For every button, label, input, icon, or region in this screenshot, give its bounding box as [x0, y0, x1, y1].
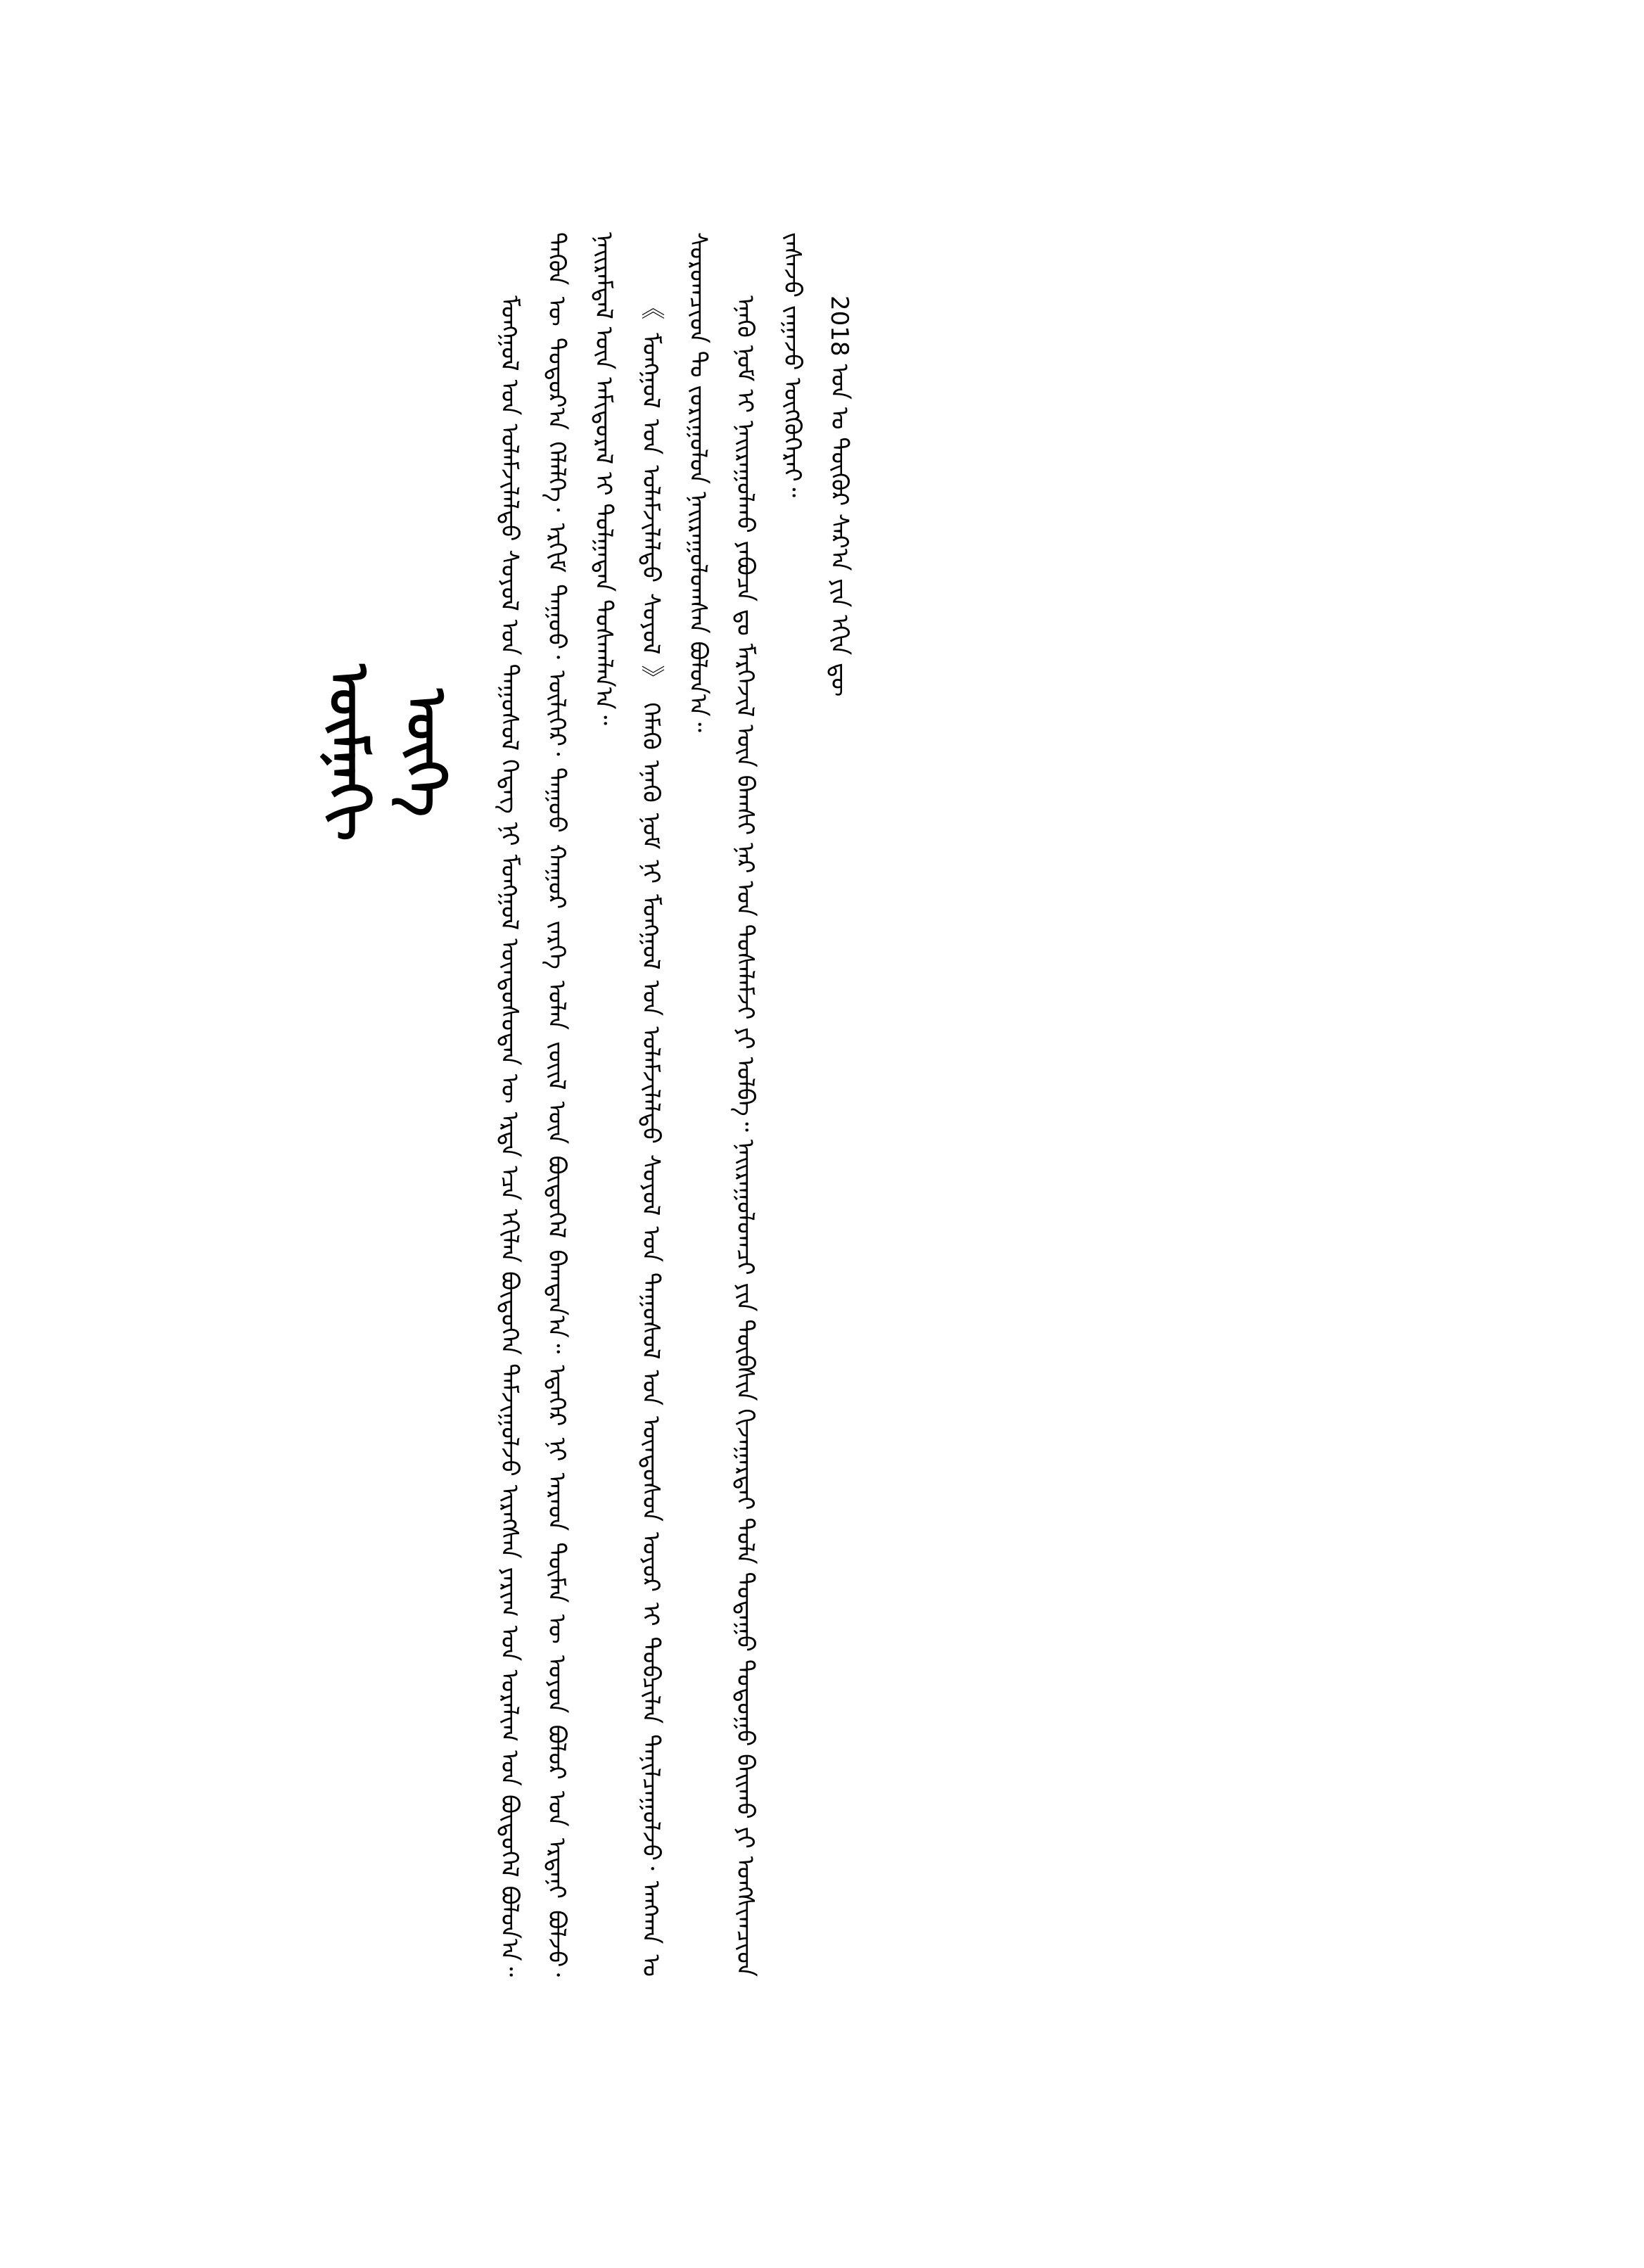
paragraph-2: 《 ᠮᠣᠩᠭᠣᠯ ᠤᠨ ᠤᠯᠠᠮᠵᠢᠯᠠᠯᠲᠤ ᠰᠣᠶᠣᠯ 》 ᠬᠡᠮᠡᠬᠦ ᠡᠨᠡᠬᠦ ᠨᠣᠮ ᠨᠢ ᠮᠣᠩᠭᠣᠯ ᠤᠨ ᠤᠯᠠᠮᠵᠢᠯᠠᠯᠲᠤ ᠰᠣᠶᠣᠯ ᠤᠨ ᠲᠠᠭᠤᠰᠤᠯ ᠤᠨ ᠦᠨᠳᠦᠰᠦᠨ ᠤᠶᠤᠷ ᠢ ᠲᠣᠪᠴᠢᠯᠠᠨ ᠲᠠᠨᠢᠯᠴᠠᠭᠤᠯᠵᠤ᠂ ᠠᠩᠬᠠᠨ ᠤ ᠰᠤᠷᠤᠭᠴᠢᠳ ᠲᠤ ᠵᠣᠷᠢᠭᠤᠯᠤᠨ ᠨᠠᠢᠷᠠᠭᠤᠯᠤᠭᠰᠠᠨ ᠪᠣᠯᠤᠨ᠎ᠠ᠃: [637, 232, 712, 1977]
paragraph-4: 2018 ᠣᠨ ᠤ ᠳᠦᠭᠦᠷ ᠰᠠᠷ᠎ᠠ ᠶᠢᠨ ᠡᠬᠢᠨ ᠳᠦ: [825, 295, 853, 697]
paragraph-1: ᠮᠣᠩᠭᠣᠯ ᠤᠨ ᠤᠯᠠᠮᠵᠢᠯᠠᠯᠲᠤ ᠰᠣᠶᠣᠯ ᠤᠨ ᠲᠠᠭᠤᠰᠤᠯ ᠭᠡᠳᠡᠭ ᠨᠢ ᠮᠣᠩᠭᠣᠯ ᠦᠨᠳᠦᠰᠦᠲᠡᠨ ᠦ ᠡᠷᠲᠡ ᠡᠴᠡ ᠡᠬᠢᠯᠡᠨ ᠪᠦᠲᠦᠭᠡᠨ ᠳᠠᠮᠵᠢᠭᠤᠯᠵᠤ ᠢᠷᠡᠭᠰᠡᠨ ᠶᠠᠷᠢᠭ ᠤᠨ ᠤᠷᠠᠯᠢᠭ ᠤᠨ ᠪᠦᠲᠦᠭᠡᠯ ᠪᠣᠯᠤᠨ᠎ᠠ᠃ ᠲᠡᠭᠦᠨ ᠦ ᠳᠣᠲᠣᠷ᠎ᠠ ᠬᠡᠯᠡᠯᠭᠡ᠂ ᠡᠷᠬᠢᠮ ᠳᠠᠭᠤᠤ᠂ ᠦᠯᠢᠭᠡᠷ᠂ ᠳᠠᠭᠤᠤ ᠬᠠᠭᠤᠷ ᠵᠡᠷᠭᠡ ᠣᠯᠠᠨ ᠵᠦᠢᠯ ᠦᠨ ᠪᠦᠲᠦᠭᠡᠯ ᠪᠠᠭᠲᠠᠨ᠎ᠠ᠃ ᠡᠳᠡᠭᠡᠷ ᠨᠢ ᠠᠷᠠᠳ ᠲᠦᠮᠡᠨ ᠦ ᠤᠶᠤᠨ ᠪᠣᠯᠤᠷ ᠤᠨ ᠡᠷᠳᠡᠨᠢ ᠪᠣᠯᠵᠤ᠂ ᠨᠠᠢᠷᠠᠮᠳᠠᠯ ᠦᠨ ᠠᠮᠢᠳᠤᠷᠠᠯ ᠢ ᠲᠤᠯᠭᠠᠳᠠᠨ ᠲᠤᠰᠬᠠᠯᠠᠨ᠎ᠠ᠃: [495, 232, 618, 1977]
body-text: [485, 232, 1428, 1977]
page-title: ᠦᠮᠨᠡᠬᠢ ᠦᠭᠡ: [317, 664, 457, 841]
paragraph-3: ᠡᠨᠡᠬᠦ ᠨᠣᠮ ᠢ ᠨᠠᠢᠷᠠᠭᠤᠯᠬᠤ ᠶᠠᠪᠤᠴᠠ ᠳᠤ ᠮᠡᠷᠭᠡᠵᠢᠯ ᠦᠨ ᠪᠠᠭᠰᠢ ᠨᠠᠷ ᠤᠨ ᠲᠤᠰᠠᠯᠠᠮᠵᠢ ᠶᠢ ᠣᠯᠪᠠ᠃ ᠨᠠᠢᠷᠠᠭᠤᠯᠤᠭᠴᠢ ᠶᠢᠨ ᠲᠦᠪᠰᠢᠨ ᠬᠢᠵᠠᠭᠠᠷᠲᠠᠢ ᠲᠤᠯᠠ ᠳᠤᠲᠠᠭᠤ ᠳᠣᠲᠣᠭᠤ ᠪᠠᠢᠬᠤ ᠶᠢ ᠤᠩᠰᠢᠭᠴᠢᠳ ᠵᠠᠰᠠᠵᠤ ᠵᠠᠭᠠᠵᠤ ᠥᠭᠭᠦᠭᠡᠷᠡᠢ᠃: [731, 232, 806, 1977]
